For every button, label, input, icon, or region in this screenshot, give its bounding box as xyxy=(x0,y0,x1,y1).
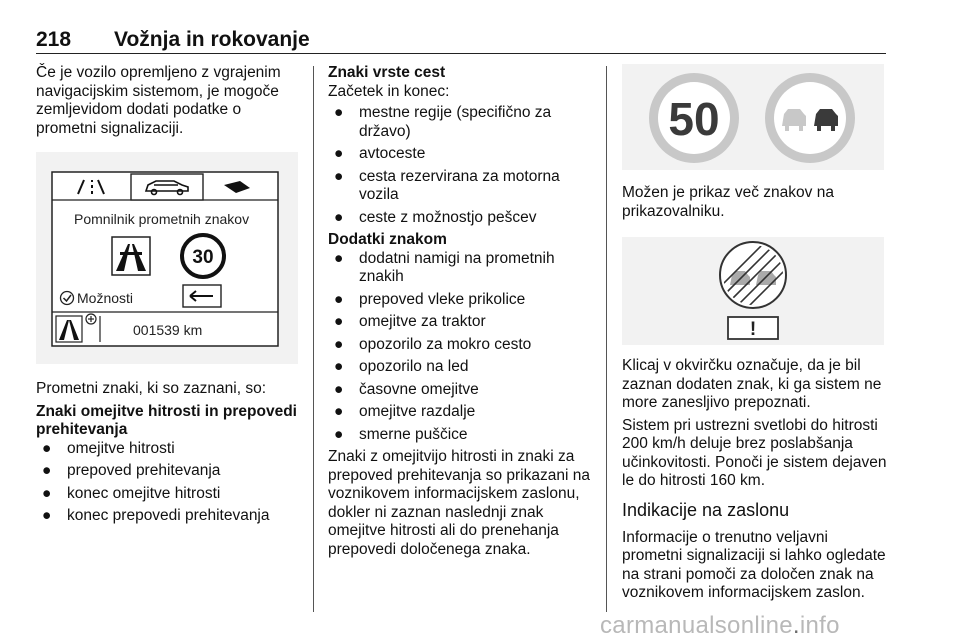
bullet-icon: ● xyxy=(334,425,344,443)
speed-limit-50-sign xyxy=(649,73,739,163)
gear-plus-icon xyxy=(86,314,96,324)
bullet-icon: ● xyxy=(42,439,52,457)
list-item: ● cesta rezervirana za motorna vozila xyxy=(334,167,560,203)
column-divider-2 xyxy=(606,66,607,612)
bullet-icon: ● xyxy=(42,484,52,502)
speed-limit-value: 30 xyxy=(192,247,214,268)
list-item: ● omejitve za traktor xyxy=(334,313,486,330)
column-2 xyxy=(328,64,590,559)
speed-list xyxy=(36,440,298,526)
list-item: ● ceste z možnostjo pešcev xyxy=(334,208,537,226)
list-item: ● prepoved prehitevanja xyxy=(42,462,221,479)
list-item: ● opozorilo na led xyxy=(334,358,469,375)
header-rule xyxy=(36,53,886,54)
selected-tab xyxy=(131,174,203,200)
road-types-list xyxy=(328,104,590,227)
bullet-icon: ● xyxy=(334,167,344,185)
list-item: ● omejitve hitrosti xyxy=(42,439,175,457)
bullet-icon: ● xyxy=(42,507,52,524)
bullet-icon: ● xyxy=(334,313,344,330)
list-item: ● konec prepovedi prehitevanja xyxy=(42,507,270,524)
exclamation-mark: ! xyxy=(749,319,757,340)
column-3 xyxy=(622,64,888,603)
list-item: ● avtoceste xyxy=(334,145,426,162)
traffic-sign-memory-figure xyxy=(36,152,298,364)
bullet-icon: ● xyxy=(334,358,344,375)
page-header xyxy=(36,28,886,52)
list-item: ● smerne puščice xyxy=(334,425,468,443)
bullet-icon: ● xyxy=(42,462,52,479)
page-title: Vožnja in rokovanje xyxy=(114,28,310,51)
speed-50-value: 50 xyxy=(668,93,720,145)
intro-paragraph: Če je vozilo opremljeno z vgrajenim navigacijskim sistemom, je mogoče zemljevidom dodati podatke o prometni signalizaciji. xyxy=(36,64,281,137)
list-item: ● prepoved vleke prikolice xyxy=(334,290,526,308)
odometer-value: 001539 km xyxy=(133,322,203,338)
column-1 xyxy=(36,64,298,526)
light-conditions-text: Sistem pri ustrezni svetlobi do hitrosti 200 km/h deluje brez poslabšanja učinkovitosti. Ponoči je sistem dejaven le do hitrosti 160 km. xyxy=(622,416,887,489)
detected-intro: Prometni znaki, ki so zaznani, so: xyxy=(36,380,267,397)
bullet-icon: ● xyxy=(334,290,344,308)
bullet-icon: ● xyxy=(334,208,344,226)
bullet-icon: ● xyxy=(334,145,344,162)
display-paragraph: Znaki z omejitvijo hitrosti in znaki za prepoved prehitevanja so prikazani na voznikovem informacijskem zaslonu, dokler ni zaznan naslednji znak omejitve hitrosti ali do prenehanja prepovedi določenega znaka. xyxy=(328,448,590,558)
multi-signs-text: Možen je prikaz več znakov na prikazovalniku. xyxy=(622,184,834,220)
exclamation-box-icon xyxy=(728,317,778,340)
list-item: ● konec omejitve hitrosti xyxy=(42,484,221,502)
exclamation-explanation: Klicaj v okvirčku označuje, da je bil zaznan dodaten znak, ki ga sistem ne more zanesljivo prepoznati. xyxy=(622,357,882,411)
back-arrow-icon xyxy=(183,285,221,307)
column-divider-1 xyxy=(313,66,314,612)
list-item: ● mestne regije (specifično za državo) xyxy=(334,104,552,140)
bullet-icon: ● xyxy=(334,249,344,267)
bullet-icon: ● xyxy=(334,335,344,353)
list-item: ● dodatni namigi na prometnih znakih xyxy=(334,249,555,285)
memory-title: Pomnilnik prometnih znakov xyxy=(74,211,250,227)
list-item: ● časovne omejitve xyxy=(334,380,479,398)
unrecognized-sign-figure xyxy=(622,237,884,345)
display-indications-text: Informacije o trenutno veljavni prometni signalizaciji si lahko ogledate na strani pomoči za določen znak na voznikovem informacijskem zaslon. xyxy=(622,528,886,601)
options-label: Možnosti xyxy=(77,290,134,306)
bullet-icon: ● xyxy=(334,403,344,420)
list-item: ● opozorilo za mokro cesto xyxy=(334,335,532,353)
no-overtaking-sign xyxy=(765,73,855,163)
highway-sign-icon xyxy=(112,237,150,275)
list-item: ● omejitve razdalje xyxy=(334,403,476,420)
speed-limit-sign xyxy=(182,235,224,277)
additional-signs-heading: Dodatki znakom xyxy=(328,231,447,248)
speed-section-heading: Znaki omejitve hitrosti in prepovedi prehitevanja xyxy=(36,402,297,438)
bullet-icon: ● xyxy=(334,380,344,398)
page-number: 218 xyxy=(36,28,72,51)
bullet-icon: ● xyxy=(334,104,344,121)
end-no-overtaking-sign xyxy=(718,239,792,313)
additional-signs-list xyxy=(328,250,590,445)
road-types-subheading: Začetek in konec: xyxy=(328,82,450,100)
road-types-heading: Znaki vrste cest xyxy=(328,64,446,81)
display-indications-heading: Indikacije na zaslonu xyxy=(622,499,790,520)
watermark: carmanualsonline.info xyxy=(600,612,840,639)
multiple-signs-figure xyxy=(622,64,884,170)
small-highway-icon xyxy=(56,316,82,342)
